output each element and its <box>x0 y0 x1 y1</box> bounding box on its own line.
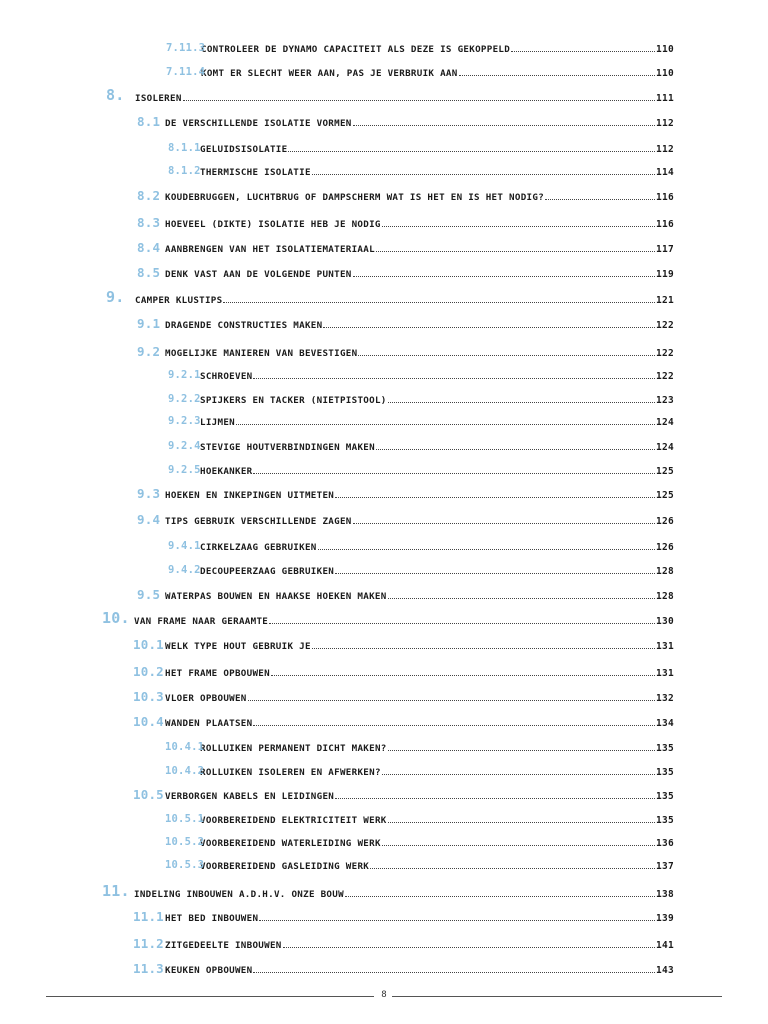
toc-entry-number: 9.1 <box>137 316 161 331</box>
toc-entry-page: 122 <box>655 348 674 359</box>
toc-entry[interactable] <box>137 344 674 364</box>
toc-entry-number: 9.4 <box>137 512 161 527</box>
dot-leader <box>358 354 655 356</box>
dot-leader <box>312 173 655 175</box>
toc-entry-page: 136 <box>655 838 674 849</box>
toc-entry-page: 138 <box>655 889 674 900</box>
toc-entry-title: SPIJKERS EN TACKER (NIETPISTOOL) <box>200 395 387 406</box>
toc-entry-page: 126 <box>655 516 674 527</box>
toc-entry-page: 135 <box>655 815 674 826</box>
toc-entry[interactable] <box>102 882 674 905</box>
toc-entry-number: 7.11.4 <box>166 66 206 78</box>
toc-entry-title: HOEKANKER <box>200 466 253 477</box>
toc-entry-number: 8.5 <box>137 265 161 280</box>
toc-entry[interactable] <box>166 66 674 84</box>
toc-entry-number: 11. <box>102 882 130 900</box>
dot-leader <box>318 548 655 550</box>
toc-entry-title: HOEVEEL (DIKTE) ISOLATIE HEB JE NODIG <box>165 219 381 230</box>
dot-leader <box>511 50 655 52</box>
toc-entry-number: 10.4.1 <box>165 741 205 753</box>
toc-entry-page: 128 <box>655 591 674 602</box>
toc-entry-page: 130 <box>655 616 674 627</box>
toc-entry-number: 7.11.3 <box>166 42 206 54</box>
toc-entry-title: KOMT ER SLECHT WEER AAN, PAS JE VERBRUIK AAN <box>201 68 458 79</box>
toc-entry-title: TIPS GEBRUIK VERSCHILLENDE ZAGEN <box>165 516 352 527</box>
toc-entry-page: 122 <box>655 371 674 382</box>
dot-leader <box>253 472 654 474</box>
toc-entry-page: 141 <box>655 940 674 951</box>
toc-entry-title: KEUKEN OPBOUWEN <box>165 965 253 976</box>
toc-entry-number: 10.4 <box>133 714 164 729</box>
toc-entry-title: KOUDEBRUGGEN, LUCHTBRUG OF DAMPSCHERM WAT IS HET EN IS HET NODIG? <box>165 192 545 203</box>
toc-entry-title: HET FRAME OPBOUWEN <box>165 668 270 679</box>
toc-entry-title: WATERPAS BOUWEN EN HAAKSE HOEKEN MAKEN <box>165 591 387 602</box>
toc-entry-title: VOORBEREIDEND GASLEIDING WERK <box>200 861 370 872</box>
toc-entry-title: STEVIGE HOUTVERBINDINGEN MAKEN <box>200 442 375 453</box>
toc-entry[interactable] <box>166 42 674 60</box>
toc-entry-number: 9.2.5 <box>168 464 201 476</box>
toc-entry[interactable] <box>165 765 674 783</box>
toc-entry-number: 9. <box>106 288 125 306</box>
toc-entry-page: 112 <box>655 144 674 155</box>
dot-leader <box>236 423 655 425</box>
toc-entry[interactable] <box>137 265 674 285</box>
dot-leader <box>271 674 655 676</box>
toc-entry[interactable] <box>133 936 674 956</box>
toc-entry-page: 116 <box>655 192 674 203</box>
toc-entry[interactable] <box>168 165 674 183</box>
toc-entry-number: 8.1 <box>137 114 161 129</box>
toc-entry-number: 9.2.3 <box>168 415 201 427</box>
toc-entry-number: 11.3 <box>133 961 164 976</box>
dot-leader <box>259 919 655 921</box>
toc-entry-page: 125 <box>655 490 674 501</box>
toc-entry-title: ROLLUIKEN PERMANENT DICHT MAKEN? <box>200 743 387 754</box>
dot-leader <box>335 572 655 574</box>
toc-entry[interactable] <box>106 288 674 311</box>
toc-entry-number: 9.2.1 <box>168 369 201 381</box>
dot-leader <box>353 522 655 524</box>
toc-entry-title: ROLLUIKEN ISOLEREN EN AFWERKEN? <box>200 767 381 778</box>
dot-leader <box>248 699 655 701</box>
toc-entry-page: 131 <box>655 641 674 652</box>
toc-entry-title: VOORBEREIDEND ELEKTRICITEIT WERK <box>200 815 387 826</box>
toc-entry-number: 10.5.3 <box>165 859 205 871</box>
dot-leader <box>459 74 655 76</box>
toc-entry[interactable] <box>168 464 674 482</box>
toc-entry-number: 10.5.1 <box>165 813 205 825</box>
toc-entry-number: 8.1.1 <box>168 142 201 154</box>
toc-entry-number: 10. <box>102 609 130 627</box>
toc-entry[interactable] <box>168 440 674 458</box>
toc-entry-number: 11.1 <box>133 909 164 924</box>
toc-entry-page: 110 <box>655 44 674 55</box>
toc-entry[interactable] <box>168 415 674 433</box>
toc-entry-page: 121 <box>655 295 674 306</box>
toc-entry-title: DE VERSCHILLENDE ISOLATIE VORMEN <box>165 118 352 129</box>
toc-entry-page: 124 <box>655 442 674 453</box>
footer-rule-left <box>46 996 374 997</box>
dot-leader <box>223 301 654 303</box>
toc-entry-number: 9.2.4 <box>168 440 201 452</box>
toc-entry-title: VLOER OPBOUWEN <box>165 693 247 704</box>
toc-entry-number: 10.3 <box>133 689 164 704</box>
toc-entry-page: 112 <box>655 118 674 129</box>
toc-entry-title: WANDEN PLAATSEN <box>165 718 253 729</box>
toc-entry[interactable] <box>165 741 674 759</box>
toc-entry[interactable] <box>168 564 674 582</box>
toc-entry-page: 135 <box>655 791 674 802</box>
toc-entry[interactable] <box>168 369 674 387</box>
toc-entry-number: 9.4.1 <box>168 540 201 552</box>
dot-leader <box>335 496 655 498</box>
toc-entry-page: 111 <box>655 93 674 104</box>
toc-entry-page: 134 <box>655 718 674 729</box>
dot-leader <box>312 647 655 649</box>
toc-entry-page: 135 <box>655 767 674 778</box>
toc-entry-number: 9.4.2 <box>168 564 201 576</box>
toc-entry-number: 10.5.2 <box>165 836 205 848</box>
dot-leader <box>370 867 655 869</box>
toc-entry-title: DENK VAST AAN DE VOLGENDE PUNTEN <box>165 269 352 280</box>
toc-entry-title: MOGELIJKE MANIEREN VAN BEVESTIGEN <box>165 348 358 359</box>
toc-entry[interactable] <box>137 587 674 607</box>
toc-entry-number: 9.3 <box>137 486 161 501</box>
toc-entry-title: CAMPER KLUSTIPS <box>135 295 223 306</box>
dot-leader <box>545 198 655 200</box>
toc-entry-page: 114 <box>655 167 674 178</box>
toc-entry-page: 117 <box>655 244 674 255</box>
toc-entry-page: 131 <box>655 668 674 679</box>
toc-entry-title: ISOLEREN <box>135 93 182 104</box>
toc-entry[interactable] <box>168 142 674 160</box>
dot-leader <box>388 821 655 823</box>
toc-entry-number: 9.2 <box>137 344 161 359</box>
toc-entry-page: 116 <box>655 219 674 230</box>
toc-entry-number: 9.2.2 <box>168 393 201 405</box>
toc-entry[interactable] <box>137 215 674 235</box>
toc-entry[interactable] <box>133 787 674 807</box>
toc-entry-number: 8.3 <box>137 215 161 230</box>
toc-entry-page: 124 <box>655 417 674 428</box>
dot-leader <box>388 401 655 403</box>
dot-leader <box>382 844 655 846</box>
toc-entry[interactable] <box>168 393 674 411</box>
dot-leader <box>335 797 655 799</box>
toc-entry-title: INDELING INBOUWEN A.D.H.V. ONZE BOUW <box>134 889 344 900</box>
toc-entry-number: 8.1.2 <box>168 165 201 177</box>
dot-leader <box>376 448 655 450</box>
dot-leader <box>269 622 655 624</box>
toc-entry-title: VERBORGEN KABELS EN LEIDINGEN <box>165 791 335 802</box>
toc-entry[interactable] <box>102 609 674 632</box>
toc-entry[interactable] <box>137 316 674 336</box>
dot-leader <box>388 749 655 751</box>
toc-entry-page: 132 <box>655 693 674 704</box>
toc-entry-title: WELK TYPE HOUT GEBRUIK JE <box>165 641 311 652</box>
toc-entry[interactable] <box>106 86 674 109</box>
dot-leader <box>382 773 655 775</box>
dot-leader <box>283 946 655 948</box>
toc-entry[interactable] <box>137 188 674 208</box>
dot-leader <box>345 895 655 897</box>
toc-entry-page: 143 <box>655 965 674 976</box>
dot-leader <box>353 124 655 126</box>
toc-entry[interactable] <box>133 637 674 657</box>
toc-entry[interactable] <box>137 114 674 134</box>
toc-entry[interactable] <box>137 512 674 532</box>
dot-leader <box>382 225 655 227</box>
toc-entry-page: 135 <box>655 743 674 754</box>
toc-entry[interactable] <box>137 240 674 260</box>
toc-entry-page: 122 <box>655 320 674 331</box>
toc-entry-page: 125 <box>655 466 674 477</box>
dot-leader <box>353 275 655 277</box>
toc-entry-title: GELUIDSISOLATIE <box>200 144 288 155</box>
dot-leader <box>288 150 654 152</box>
toc-entry-number: 10.4.2 <box>165 765 205 777</box>
toc-entry-number: 11.2 <box>133 936 164 951</box>
toc-entry-title: THERMISCHE ISOLATIE <box>200 167 311 178</box>
toc-entry-title: CONTROLEER DE DYNAMO CAPACITEIT ALS DEZE IS GEKOPPELD <box>201 44 511 55</box>
toc-entry-title: CIRKELZAAG GEBRUIKEN <box>200 542 317 553</box>
toc-entry-number: 10.2 <box>133 664 164 679</box>
toc-entry-page: 128 <box>655 566 674 577</box>
dot-leader <box>323 326 654 328</box>
toc-entry-page: 110 <box>655 68 674 79</box>
toc-entry-title: DECOUPEERZAAG GEBRUIKEN <box>200 566 335 577</box>
toc-entry-number: 10.1 <box>133 637 164 652</box>
toc-entry-title: HOEKEN EN INKEPINGEN UITMETEN <box>165 490 335 501</box>
toc-entry[interactable] <box>133 714 674 734</box>
toc-entry-page: 119 <box>655 269 674 280</box>
toc-entry-title: AANBRENGEN VAN HET ISOLATIEMATERIAAL <box>165 244 375 255</box>
toc-entry[interactable] <box>133 909 674 929</box>
toc-entry-title: VOORBEREIDEND WATERLEIDING WERK <box>200 838 381 849</box>
dot-leader <box>388 597 655 599</box>
dot-leader <box>253 724 654 726</box>
toc-entry[interactable] <box>133 961 674 981</box>
toc-entry[interactable] <box>165 859 674 877</box>
toc-entry[interactable] <box>133 689 674 709</box>
toc-entry-number: 8.4 <box>137 240 161 255</box>
dot-leader <box>253 377 654 379</box>
toc-entry-number: 10.5 <box>133 787 164 802</box>
toc-entry-title: LIJMEN <box>200 417 235 428</box>
dot-leader <box>183 99 655 101</box>
toc-entry-page: 123 <box>655 395 674 406</box>
toc-entry-title: VAN FRAME NAAR GERAAMTE <box>134 616 269 627</box>
toc-entry[interactable] <box>165 813 674 831</box>
toc-entry-title: SCHROEVEN <box>200 371 253 382</box>
dot-leader <box>253 971 654 973</box>
toc-entry[interactable] <box>133 664 674 684</box>
toc-entry[interactable] <box>165 836 674 854</box>
toc-entry[interactable] <box>137 486 674 506</box>
toc-entry-title: ZITGEDEELTE INBOUWEN <box>165 940 282 951</box>
toc-entry-title: DRAGENDE CONSTRUCTIES MAKEN <box>165 320 323 331</box>
toc-entry-page: 139 <box>655 913 674 924</box>
toc-entry[interactable] <box>168 540 674 558</box>
toc-entry-title: HET BED INBOUWEN <box>165 913 259 924</box>
toc-entry-page: 126 <box>655 542 674 553</box>
page-number: 8 <box>381 990 387 1000</box>
toc-entry-number: 8.2 <box>137 188 161 203</box>
toc-entry-number: 8. <box>106 86 125 104</box>
footer-rule-right <box>392 996 722 997</box>
toc-entry-number: 9.5 <box>137 587 161 602</box>
toc-entry-page: 137 <box>655 861 674 872</box>
dot-leader <box>376 250 655 252</box>
